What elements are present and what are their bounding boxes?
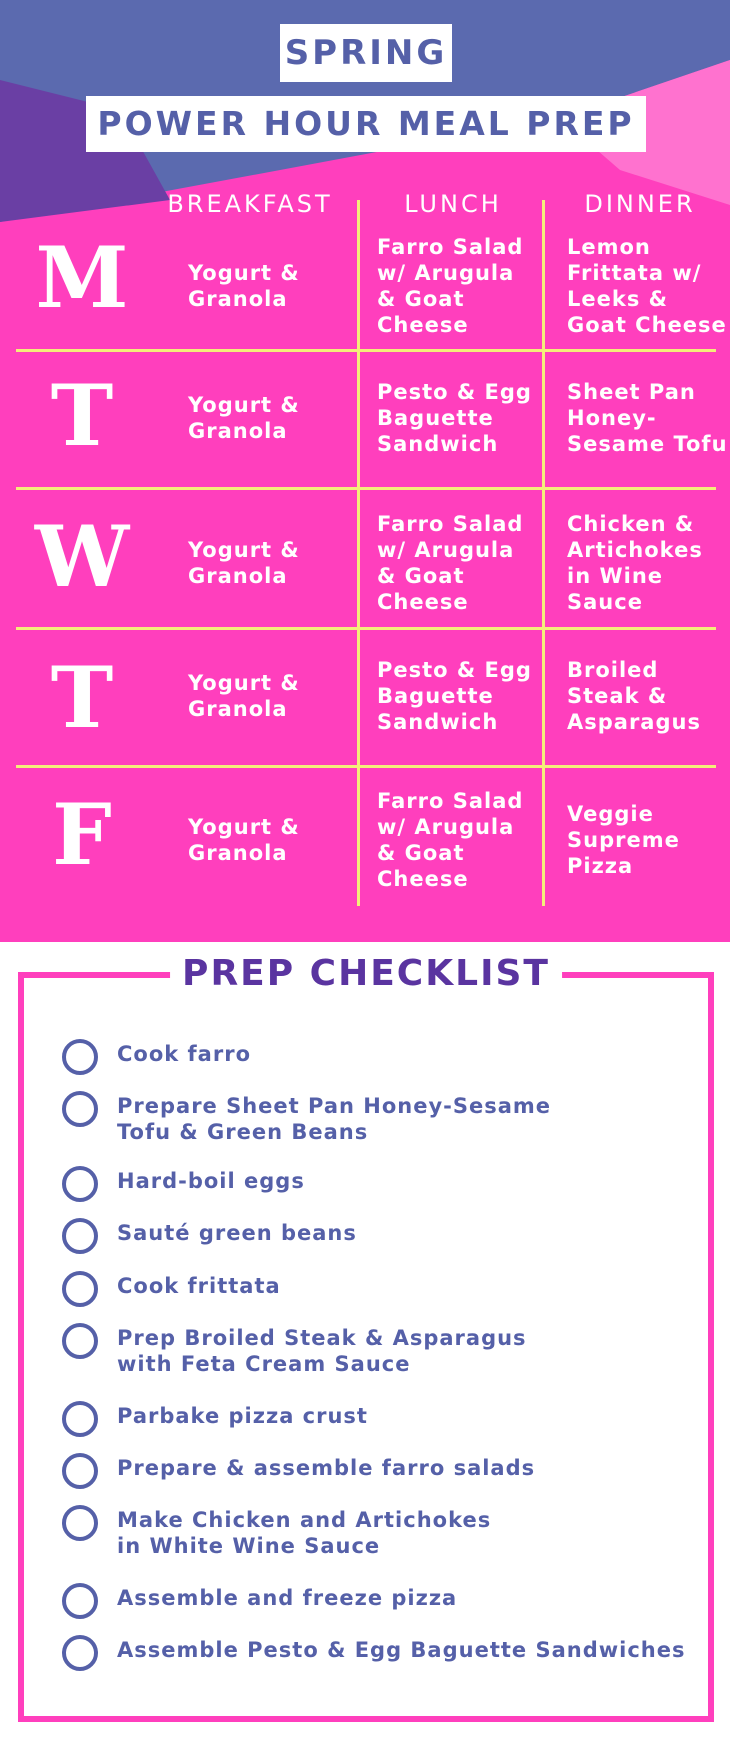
dinner-cell-monday: Lemon Frittata w/ Leeks & Goat Cheese	[567, 235, 727, 337]
day-letter-friday: F	[52, 785, 112, 884]
checkbox-circle-icon[interactable]	[62, 1505, 98, 1541]
checkbox-circle-icon[interactable]	[62, 1453, 98, 1489]
page-title: POWER HOUR MEAL PREP	[86, 96, 646, 152]
lunch-cell-monday: Farro Salad w/ Arugula & Goat Cheese	[377, 235, 524, 337]
column-header-breakfast: BREAKFAST	[167, 190, 333, 218]
checklist-item-label: Hard-boil eggs	[117, 1169, 305, 1193]
grid-divider-horizontal	[16, 627, 716, 630]
checkbox-circle-icon[interactable]	[62, 1271, 98, 1307]
dinner-cell-thursday: Broiled Steak & Asparagus	[567, 658, 701, 734]
checklist-item-label: Assemble and freeze pizza	[117, 1586, 458, 1610]
checklist-item-label: Prep Broiled Steak & Asparagus with Feta Cream Sauce	[117, 1326, 527, 1376]
grid-divider-horizontal	[16, 765, 716, 768]
checklist-item-label: Cook farro	[117, 1042, 251, 1066]
checkbox-circle-icon[interactable]	[62, 1218, 98, 1254]
checkbox-circle-icon[interactable]	[62, 1401, 98, 1437]
lunch-cell-wednesday: Farro Salad w/ Arugula & Goat Cheese	[377, 512, 524, 614]
day-letter-tuesday: T	[50, 366, 114, 465]
breakfast-cell-wednesday: Yogurt & Granola	[188, 538, 300, 588]
breakfast-cell-friday: Yogurt & Granola	[188, 815, 300, 865]
grid-divider-horizontal	[16, 349, 716, 352]
checklist-item-label: Make Chicken and Artichokes in White Wine Sauce	[117, 1508, 492, 1558]
checklist-item-label: Sauté green beans	[117, 1221, 357, 1245]
checklist-title: PREP CHECKLIST	[170, 948, 562, 1000]
checkbox-circle-icon[interactable]	[62, 1323, 98, 1359]
day-letter-monday: M	[35, 228, 129, 327]
breakfast-cell-thursday: Yogurt & Granola	[188, 671, 300, 721]
checkbox-circle-icon[interactable]	[62, 1166, 98, 1202]
breakfast-cell-tuesday: Yogurt & Granola	[188, 393, 300, 443]
grid-divider-vertical	[357, 200, 360, 906]
checkbox-circle-icon[interactable]	[62, 1091, 98, 1127]
checkbox-circle-icon[interactable]	[62, 1039, 98, 1075]
checkbox-circle-icon[interactable]	[62, 1583, 98, 1619]
day-letter-thursday: T	[50, 648, 114, 747]
checklist-item-label: Prepare & assemble farro salads	[117, 1456, 536, 1480]
breakfast-cell-monday: Yogurt & Granola	[188, 261, 300, 311]
checklist-item-label: Cook frittata	[117, 1274, 281, 1298]
lunch-cell-tuesday: Pesto & Egg Baguette Sandwich	[377, 380, 532, 456]
grid-divider-horizontal	[16, 487, 716, 490]
dinner-cell-tuesday: Sheet Pan Honey- Sesame Tofu	[567, 380, 728, 456]
checklist-item-label: Parbake pizza crust	[117, 1404, 368, 1428]
dinner-cell-wednesday: Chicken & Artichokes in Wine Sauce	[567, 512, 703, 614]
checklist-item-label: Prepare Sheet Pan Honey-Sesame Tofu & Green Beans	[117, 1094, 552, 1144]
grid-divider-vertical	[542, 200, 545, 906]
dinner-cell-friday: Veggie Supreme Pizza	[567, 802, 680, 878]
prep-checklist-panel	[18, 953, 714, 1722]
checkbox-circle-icon[interactable]	[62, 1635, 98, 1671]
lunch-cell-friday: Farro Salad w/ Arugula & Goat Cheese	[377, 789, 524, 891]
day-letter-wednesday: W	[34, 507, 130, 606]
season-title: SPRING	[280, 24, 452, 82]
column-header-lunch: LUNCH	[404, 190, 502, 218]
checklist-item-label: Assemble Pesto & Egg Baguette Sandwiches	[117, 1638, 686, 1662]
column-header-dinner: DINNER	[584, 190, 696, 218]
lunch-cell-thursday: Pesto & Egg Baguette Sandwich	[377, 658, 532, 734]
